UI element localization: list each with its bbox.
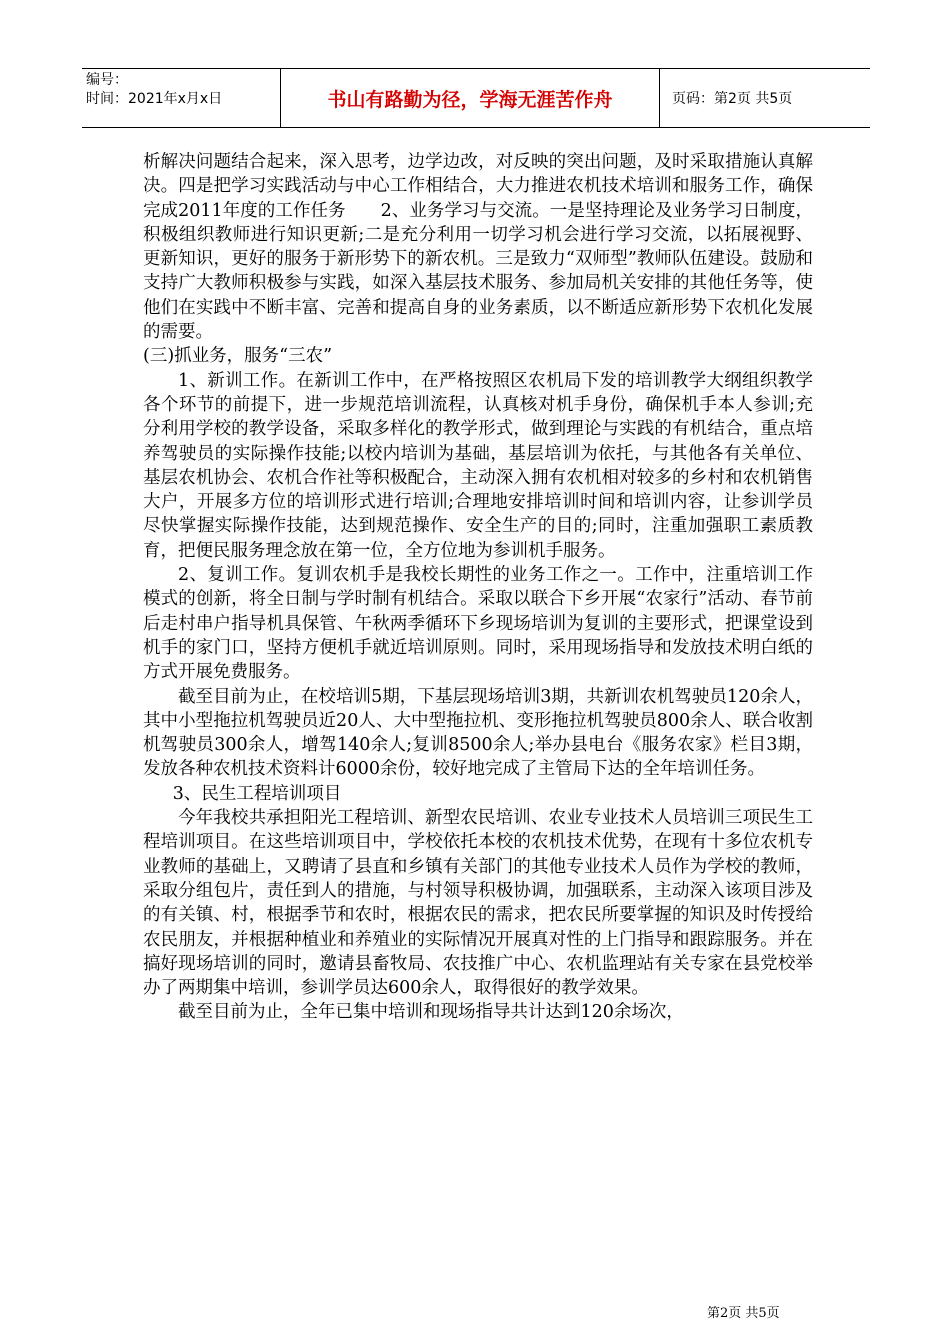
header-page-label: 页码：第2页 共5页: [672, 91, 793, 107]
paragraph-new-training: 1、新训工作。在新训工作中，在严格按照区农机局下发的培训教学大纲组织教学各个环节的前提下，进一步规范培训流程，认真核对机手身份，确保机手本人参训;充分利用学校的教学设备，采取多样化的教学形式，做到理论与实践的有机结合，重点培养驾驶员的实际操作技能;以校内培训为基础，基层培训为依托，与其他各有关单位、基层农机协会、农机合作社等积极配合，主动深入拥有农机相对较多的乡村和农机销售大户，开展多方位的培训形式进行培训;合理地安排培训时间和培训内容，让参训学员尽快掌握实际操作技能，达到规范操作、安全生产的目的;同时，注重加强职工素质教育，把便民服务理念放在第一位，全方位地为参训机手服务。: [143, 370, 813, 561]
page-header: [82, 68, 870, 128]
document-body: [143, 150, 813, 1025]
paragraph-livelihood-projects: 今年我校共承担阳光工程培训、新型农民培训、农业专业技术人员培训三项民生工程培训项目。在这些培训项目中，学校依托本校的农机技术优势，在现有十多位农机专业教师的基础上，又聘请了县直和乡镇有关部门的其他专业技术人员作为学校的教师，采取分组包片，责任到人的措施，与村领导积极协调，加强联系，主动深入该项目涉及的有关镇、村，根据季节和农时，根据农民的需求，把农民所要掌握的知识及时传授给农民朋友，并根据种植业和养殖业的实际情况开展真对性的上门指导和跟踪服务。并在搞好现场培训的同时，邀请县畜牧局、农技推广中心、农机监理站有关专家在县党校举办了两期集中培训，参训学员达600余人，取得很好的教学效果。: [143, 808, 813, 999]
date-label: 时间：2021年x月x日: [86, 91, 223, 107]
header-motto: 书山有路勤为径，学海无涯苦作舟: [280, 69, 660, 127]
paragraph-annual-summary: 截至目前为止，全年已集中培训和现场指导共计达到120余场次，: [178, 1002, 684, 1023]
header-meta: [82, 69, 280, 127]
page-footer: 第2页 共5页: [707, 1306, 780, 1321]
paragraph-study-continuation: 析解决问题结合起来，深入思考，边学边改，对反映的突出问题，及时采取措施认真解决。四是把学习实践活动与中心工作相结合，大力推进农机技术培训和服务工作，确保完成2011年度的工作任务 2、业务学习与交流。一是坚持理论及业务学习日制度，积极组织教师进行知识更新;二是充分利用一切学习机会进行学习交流，以拓展视野、更新知识，更好的服务于新形势下的新农机。三是致力“双师型”教师队伍建设。鼓励和支持广大教师积极参与实践，如深入基层技术服务、参加局机关安排的其他任务等，使他们在实践中不断丰富、完善和提高自身的业务素质，以不断适应新形势下农机化发展的需要。: [143, 152, 813, 343]
paragraph-retraining: 2、复训工作。复训农机手是我校长期性的业务工作之一。工作中，注重培训工作模式的创新，将全日制与学时制有机结合。采取以联合下乡开展“农家行”活动、春节前后走村串户指导机具保管、午秋两季循环下乡现场培训为复训的主要形式，把课堂设到机手的家门口，坚持方便机手就近培训原则。同时，采用现场指导和发放技术明白纸的方式开展免费服务。: [143, 565, 813, 683]
section-heading-business: (三)抓业务，服务“三农”: [143, 346, 333, 367]
subheading-livelihood-projects: 3、民生工程培训项目: [172, 783, 342, 804]
paragraph-training-stats: 截至目前为止，在校培训5期，下基层现场培训3期，共新训农机驾驶员120余人，其中小型拖拉机驾驶员近20人、大中型拖拉机、变形拖拉机驾驶员800余人、联合收割机驾驶员300余人，增驾140余人;复训8500余人;举办县电台《服务农家》栏目3期，发放各种农机技术资料计6000余份，较好地完成了主管局下达的全年培训任务。: [143, 686, 813, 780]
serial-label: 编号：: [86, 72, 128, 88]
